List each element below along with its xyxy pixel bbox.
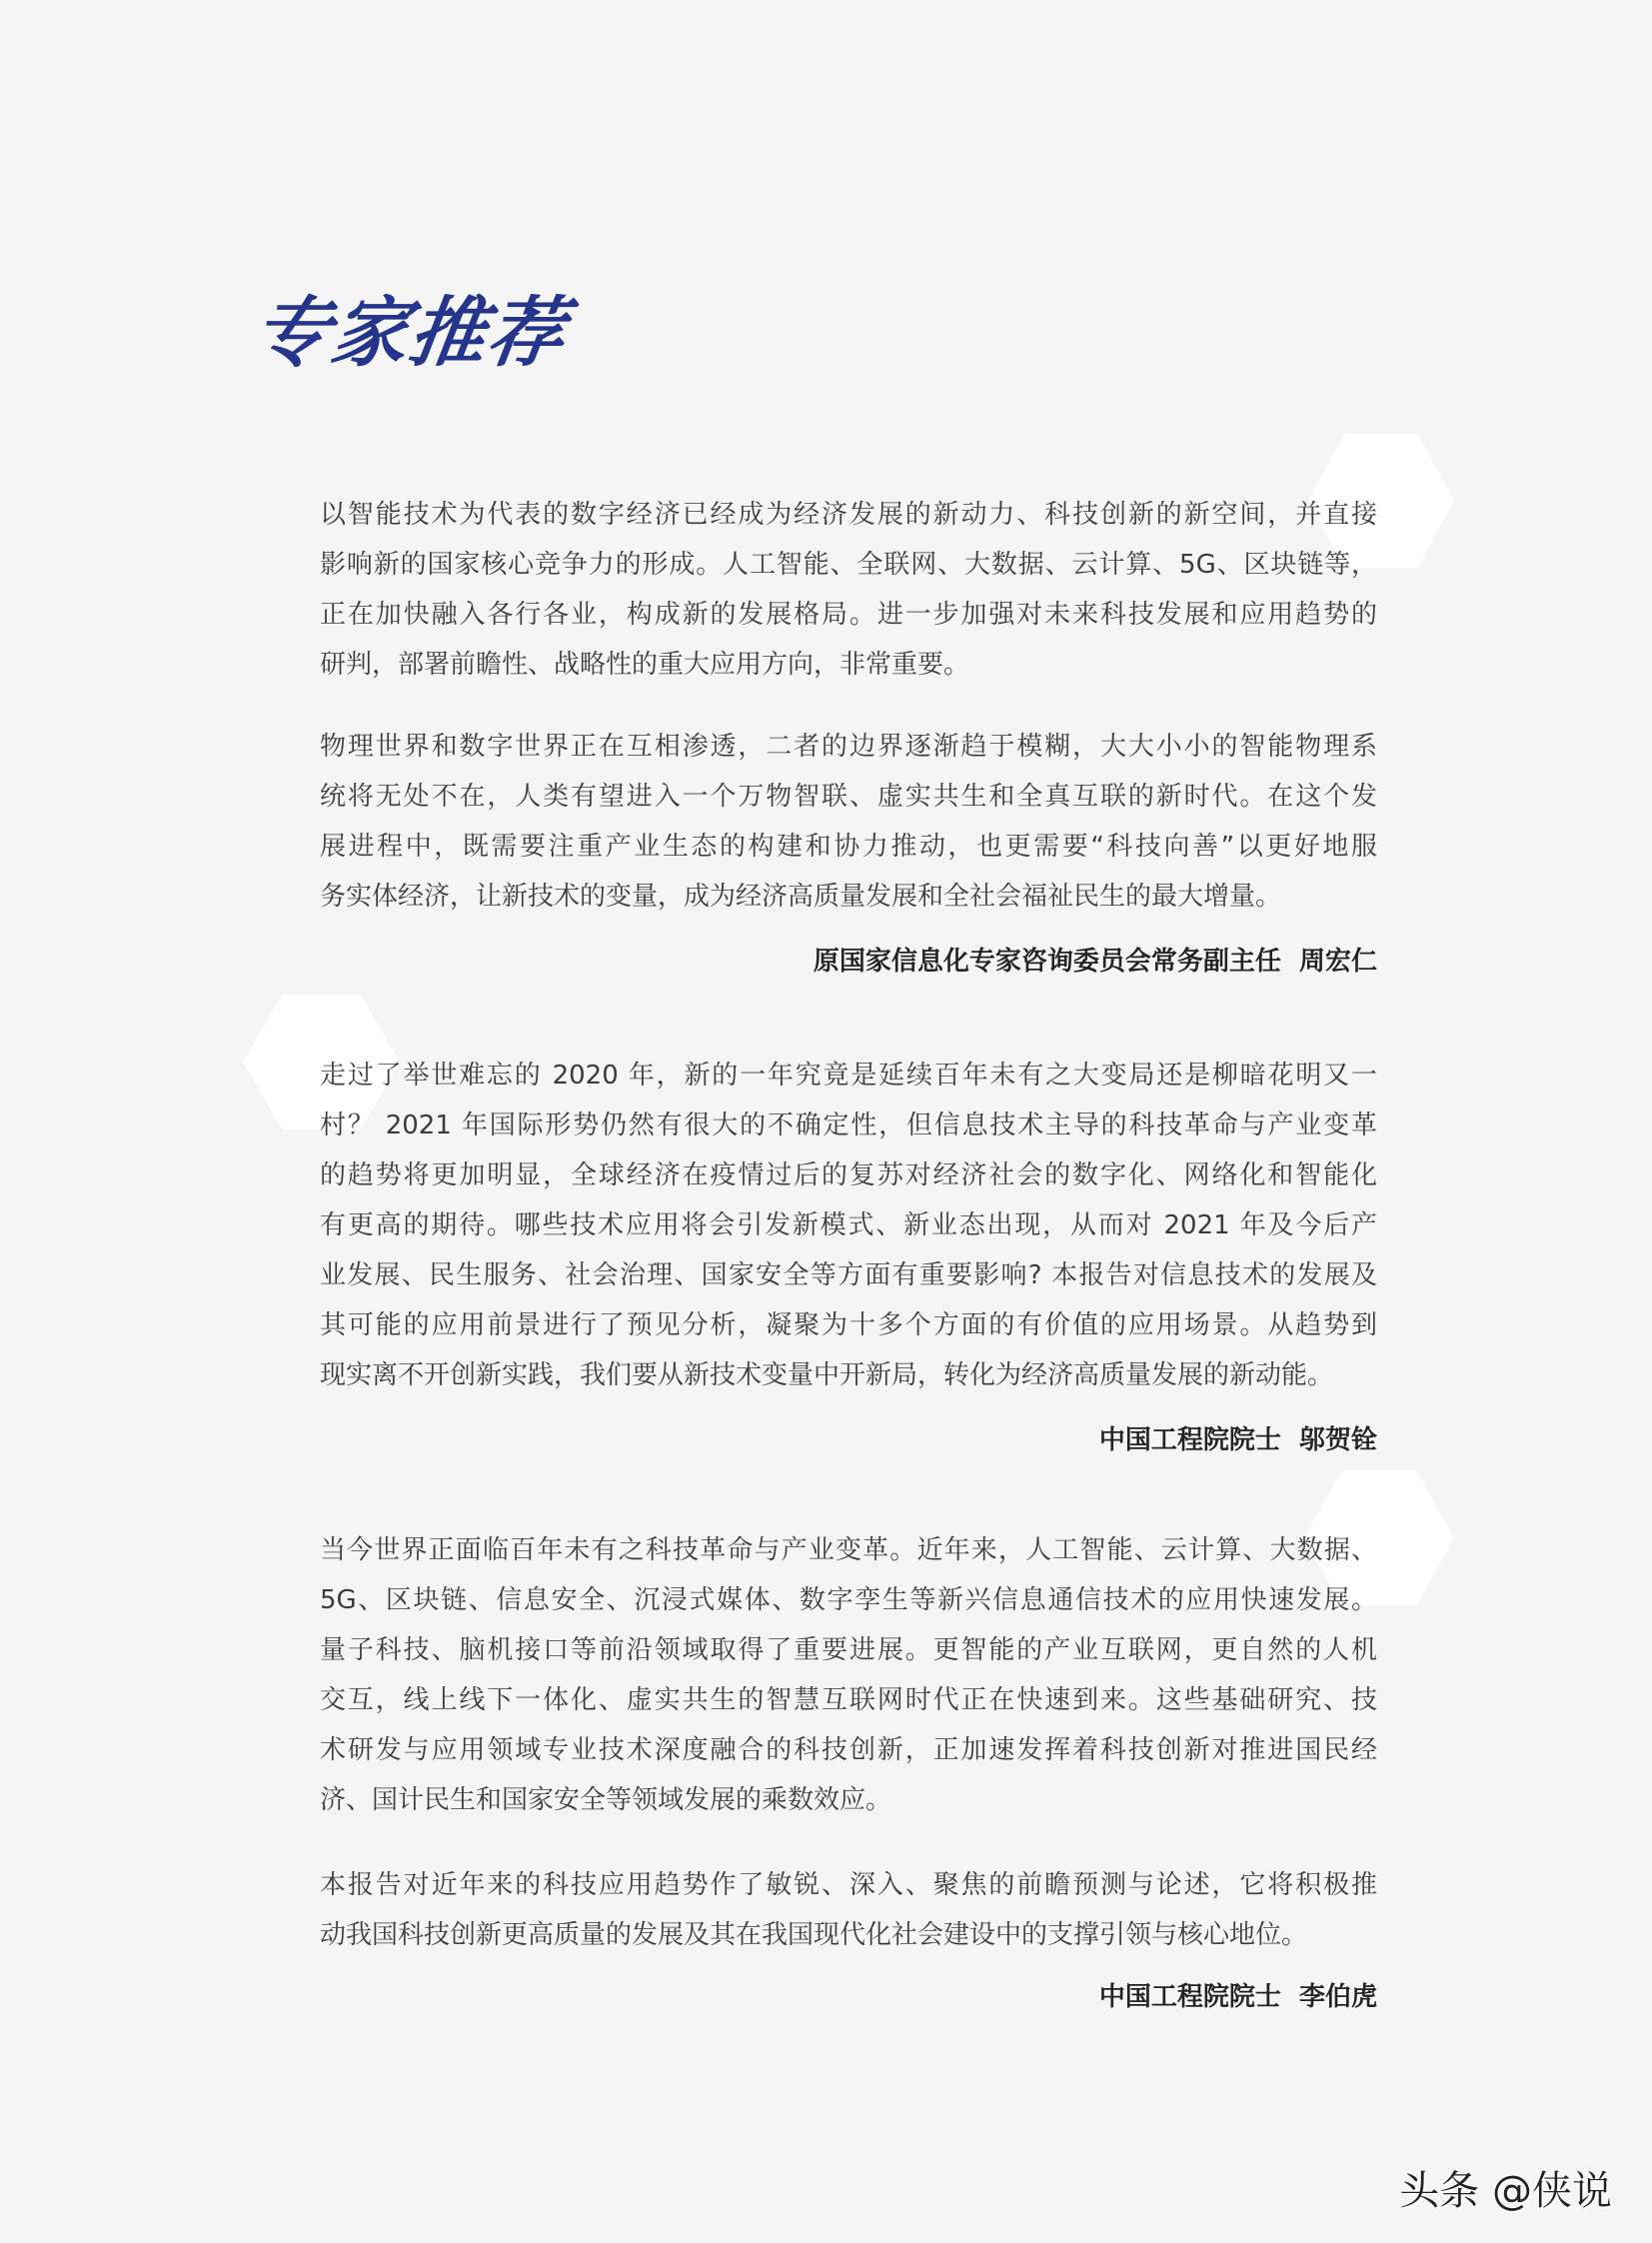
paragraph-line: 其可能的应用前景进行了预见分析，凝聚为十多个方面的有价值的应用场景。从趋势到 (320, 1310, 1377, 1340)
paragraph-line: 当今世界正面临百年未有之科技革命与产业变革。近年来，人工智能、云计算、大数据、 (320, 1535, 1377, 1565)
paragraph-line: 有更高的期待。哪些技术应用将会引发新模式、新业态出现，从而对 2021 年及今后产 (320, 1210, 1377, 1240)
paragraph-line: 术研发与应用领域专业技术深度融合的科技创新，正加速发挥着科技创新对推进国民经 (320, 1735, 1377, 1765)
paragraph-line: 影响新的国家核心竞争力的形成。人工智能、全联网、大数据、云计算、5G、区块链等， (320, 550, 1377, 580)
paragraph-line: 动我国科技创新更高质量的发展及其在我国现代化社会建设中的支撑引领与核心地位。 (320, 1920, 1308, 1950)
expert-signature: 原国家信息化专家咨询委员会常务副主任 周宏仁 (813, 947, 1377, 977)
paragraph-line: 济、国计民生和国家安全等领域发展的乘数效应。 (320, 1785, 892, 1815)
watermark: 头条 @侠说 (1399, 2168, 1612, 2214)
paragraph-line: 交互，线上线下一体化、虚实共生的智慧互联网时代正在快速到来。这些基础研究、技 (320, 1685, 1377, 1715)
paragraph-line: 正在加快融入各行各业，构成新的发展格局。进一步加强对未来科技发展和应用趋势的 (320, 600, 1377, 630)
paragraph-line: 走过了举世难忘的 2020 年，新的一年究竟是延续百年未有之大变局还是柳暗花明又一 (320, 1061, 1377, 1091)
expert-signature: 中国工程院院士 李伯虎 (1098, 1982, 1377, 2012)
paragraph-line: 研判，部署前瞻性、战略性的重大应用方向，非常重要。 (320, 650, 970, 680)
paragraph-line: 展进程中，既需要注重产业生态的构建和协力推动，也更需要“科技向善”以更好地服 (320, 832, 1377, 862)
paragraph-line: 物理世界和数字世界正在互相渗透，二者的边界逐渐趋于模糊，大大小小的智能物理系 (320, 732, 1377, 762)
paragraph-line: 本报告对近年来的科技应用趋势作了敏锐、深入、聚焦的前瞻预测与论述，它将积极推 (320, 1870, 1377, 1900)
paragraph-line: 现实离不开创新实践，我们要从新技术变量中开新局，转化为经济高质量发展的新动能。 (320, 1360, 1334, 1390)
page-title: 专家推荐 (247, 288, 573, 377)
paragraph-line: 村？ 2021 年国际形势仍然有很大的不确定性，但信息技术主导的科技革命与产业变革 (320, 1111, 1377, 1140)
paragraph-line: 量子科技、脑机接口等前沿领域取得了重要进展。更智能的产业互联网，更自然的人机 (320, 1635, 1377, 1665)
paragraph-line: 务实体经济，让新技术的变量，成为经济高质量发展和全社会福祉民生的最大增量。 (320, 882, 1282, 912)
paragraph-line: 以智能技术为代表的数字经济已经成为经济发展的新动力、科技创新的新空间，并直接 (320, 500, 1377, 530)
paragraph-line: 的趋势将更加明显，全球经济在疫情过后的复苏对经济社会的数字化、网络化和智能化 (320, 1160, 1377, 1190)
paragraph-line: 5G、区块链、信息安全、沉浸式媒体、数字孪生等新兴信息通信技术的应用快速发展。 (320, 1585, 1377, 1615)
expert-signature: 中国工程院院士 邬贺铨 (1098, 1425, 1377, 1455)
paragraph-line: 统将无处不在，人类有望进入一个万物智联、虚实共生和全真互联的新时代。在这个发 (320, 782, 1377, 812)
paragraph-line: 业发展、民生服务、社会治理、国家安全等方面有重要影响? 本报告对信息技术的发展及 (320, 1260, 1377, 1290)
